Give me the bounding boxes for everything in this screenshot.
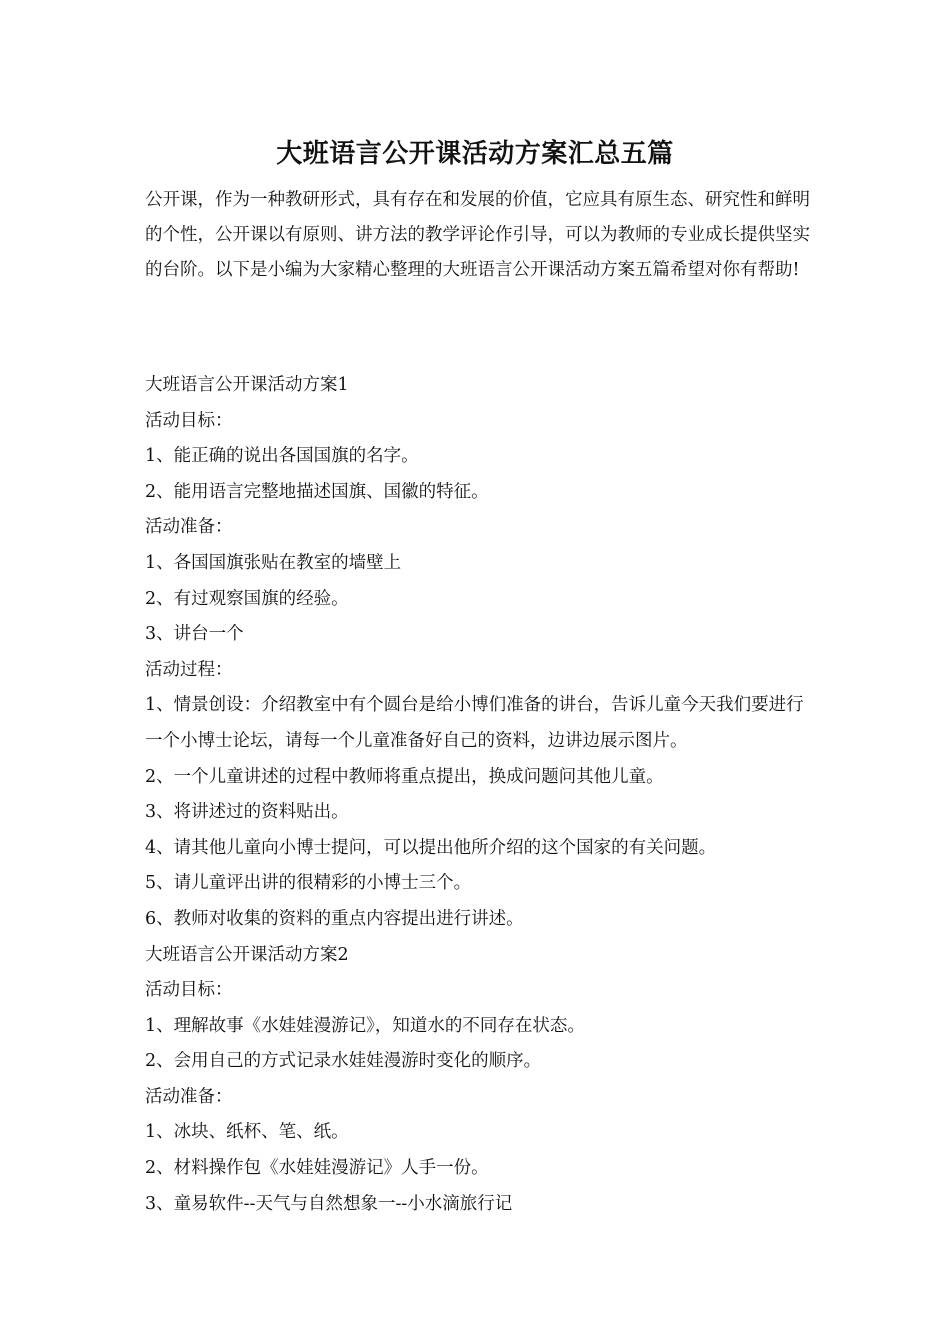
list-item: 4、请其他儿童向小博士提问，可以提出他所介绍的这个国家的有关问题。: [145, 837, 717, 858]
subheading: 活动准备：: [145, 1086, 233, 1107]
list-item: 1、理解故事《水娃娃漫游记》，知道水的不同存在状态。: [145, 1015, 585, 1036]
subheading: 活动目标：: [145, 410, 233, 431]
list-item: 1、情景创设：介绍教室中有个圆台是给小博们准备的讲台，告诉儿童今天我们要进行一个小博士论坛，请每一个儿童准备好自己的资料，边讲边展示图片。: [145, 695, 804, 751]
list-item: 2、会用自己的方式记录水娃娃漫游时变化的顺序。: [145, 1051, 542, 1072]
section-heading: 大班语言公开课活动方案2: [145, 944, 349, 965]
list-item: 2、能用语言完整地描述国旗、国徽的特征。: [145, 481, 489, 502]
intro-paragraph: 公开课，作为一种教研形式，具有存在和发展的价值，它应具有原生态、研究性和鲜明的个性，公开课以有原则、讲方法的教学评论作引导，可以为教师的专业成长提供坚实的台阶。以下是小编为大家精心整理的大班语言公开课活动方案五篇希望对你有帮助!: [145, 190, 810, 280]
list-item: 2、有过观察国旗的经验。: [145, 588, 349, 609]
section-heading: 大班语言公开课活动方案1: [145, 375, 349, 395]
list-item: 3、讲台一个: [145, 624, 244, 645]
list-item: 6、教师对收集的资料的重点内容提出进行讲述。: [145, 908, 524, 929]
list-item: 3、将讲述过的资料贴出。: [145, 802, 349, 823]
list-item: 5、请儿童评出讲的很精彩的小博士三个。: [145, 873, 472, 894]
subheading: 活动准备：: [145, 517, 233, 538]
list-item: 1、能正确的说出各国国旗的名字。: [145, 446, 419, 467]
list-item: 2、一个儿童讲述的过程中教师将重点提出，换成问题问其他儿童。: [145, 766, 664, 787]
list-item: 1、各国国旗张贴在教室的墙壁上: [145, 552, 402, 573]
list-item: 3、童易软件--天气与自然想象一--小水滴旅行记: [145, 1193, 513, 1214]
subheading: 活动过程：: [145, 659, 233, 680]
document-body: [145, 368, 810, 1222]
list-item: 2、材料操作包《水娃娃漫游记》人手一份。: [145, 1158, 489, 1179]
list-item: 1、冰块、纸杯、笔、纸。: [145, 1122, 349, 1143]
subheading: 活动目标：: [145, 980, 233, 1001]
document-title: 大班语言公开课活动方案汇总五篇: [276, 139, 674, 169]
